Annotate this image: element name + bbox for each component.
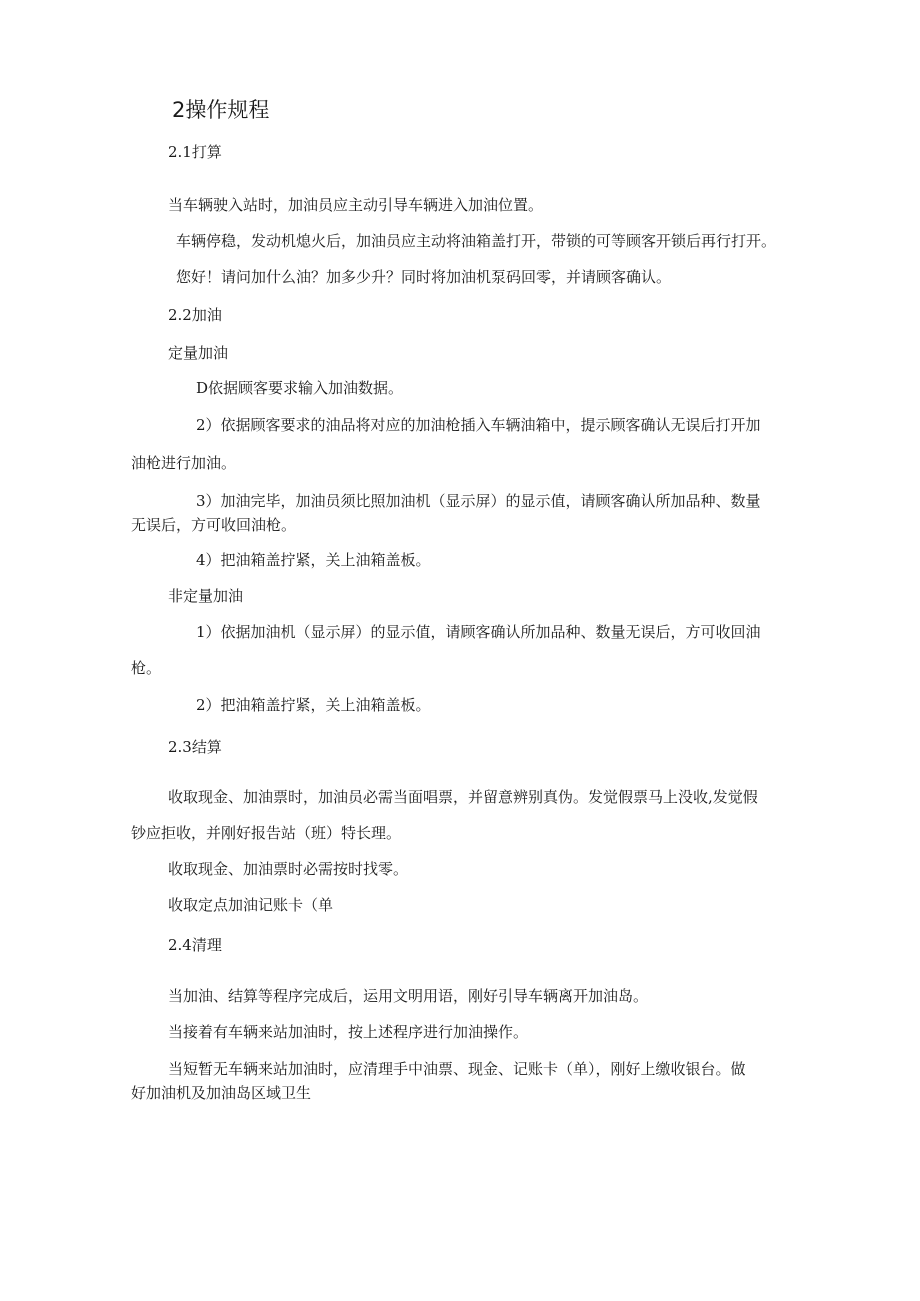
list-item: 2）依据顾客要求的油品将对应的加油枪插入车辆油箱中，提示顾客确认无误后打开加 [196, 416, 761, 434]
paragraph: 车辆停稳，发动机熄火后，加油员应主动将油箱盖打开，带锁的可等顾客开锁后再行打开。 [176, 232, 777, 250]
heading-2-3: 2.3结算 [168, 738, 222, 756]
list-item: 1）依据加油机（显示屏）的显示值，请顾客确认所加品种、数量无误后，方可收回油 [196, 623, 761, 641]
heading-2-4: 2.4清理 [168, 936, 222, 954]
paragraph: 收取定点加油记账卡（单 [168, 896, 334, 914]
paragraph: 当短暂无车辆来站加油时，应清理手中油票、现金、记账卡（单），刚好上缴收银台。做 [168, 1060, 746, 1078]
paragraph: 当车辆驶入站时，加油员应主动引导车辆进入加油位置。 [168, 196, 544, 214]
list-item: 4）把油箱盖拧紧，关上油箱盖板。 [196, 551, 431, 569]
paragraph-continued: 钞应拒收，并刚好报告站（班）特长理。 [131, 824, 402, 842]
list-item-continued: 无误后，方可收回油枪。 [131, 516, 297, 534]
list-item: 2）把油箱盖拧紧，关上油箱盖板。 [196, 696, 431, 714]
paragraph: 您好！请问加什么油？加多少升？同时将加油机泵码回零，并请顾客确认。 [176, 268, 672, 286]
paragraph: 当加油、结算等程序完成后，运用文明用语，刚好引导车辆离开加油岛。 [168, 987, 649, 1005]
list-item: D依据顾客要求输入加油数据。 [196, 379, 404, 397]
list-item-continued: 枪。 [131, 659, 162, 677]
list-item-continued: 油枪进行加油。 [131, 454, 237, 472]
subheading-fixed: 定量加油 [168, 344, 229, 362]
heading-2-1: 2.1打算 [168, 143, 222, 161]
heading-2-2: 2.2加油 [168, 306, 222, 324]
list-item: 3）加油完毕，加油员须比照加油机（显示屏）的显示值，请顾客确认所加品种、数量 [196, 492, 761, 510]
subheading-nonfixed: 非定量加油 [168, 587, 244, 605]
paragraph-continued: 好加油机及加油岛区域卫生 [131, 1084, 312, 1102]
paragraph: 收取现金、加油票时，加油员必需当面唱票，并留意辨别真伪。发觉假票马上没收,发觉假 [168, 788, 758, 806]
section-title: 2操作规程 [172, 98, 270, 122]
paragraph: 当接着有车辆来站加油时，按上述程序进行加油操作。 [168, 1023, 529, 1041]
paragraph: 收取现金、加油票时必需按时找零。 [168, 860, 409, 878]
